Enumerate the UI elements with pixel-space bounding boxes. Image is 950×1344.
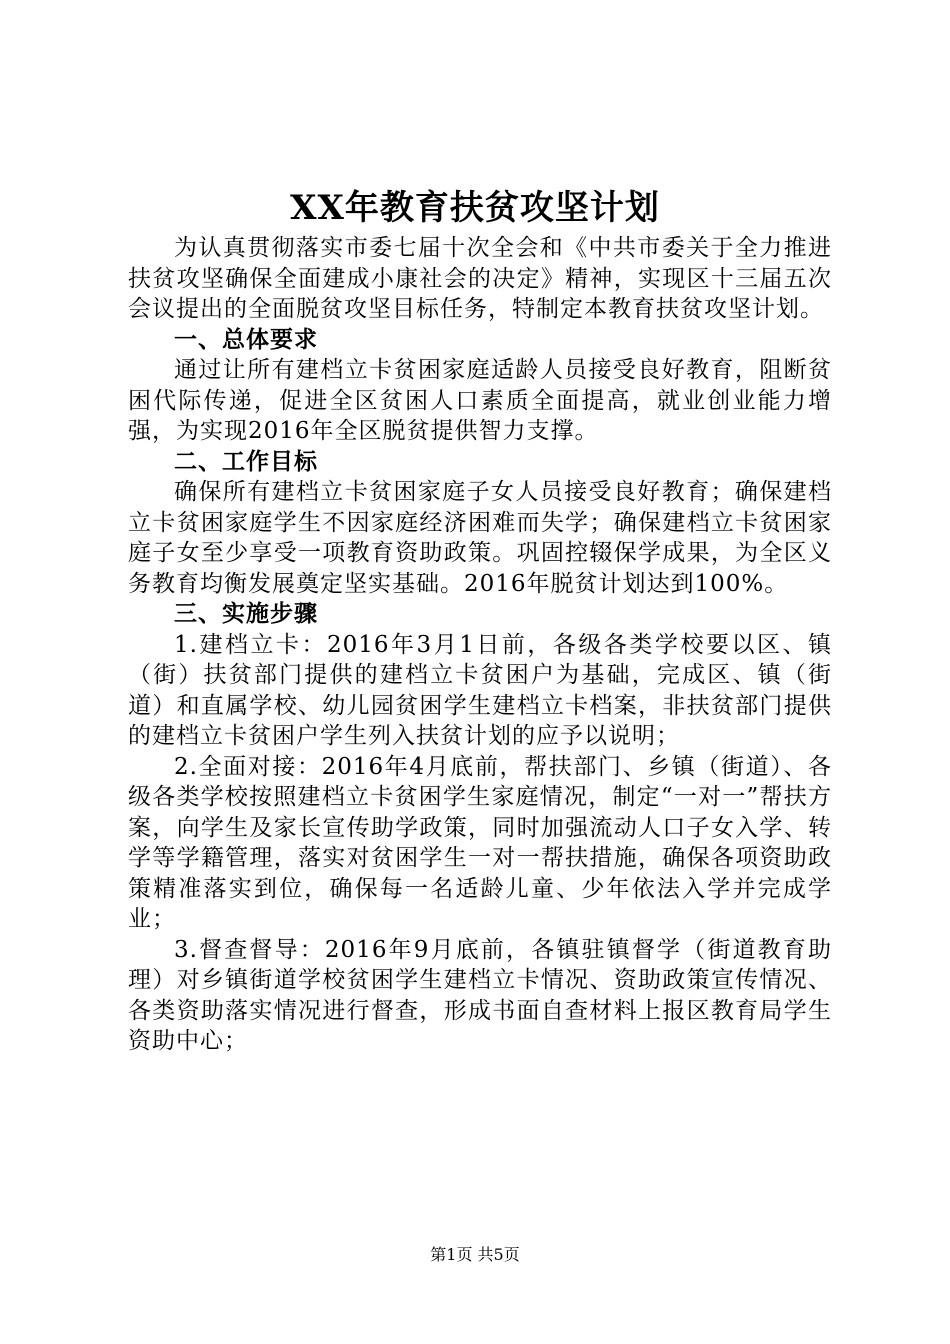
section-heading-general-requirements: 一、总体要求 bbox=[174, 325, 318, 353]
section-paragraph: 确保所有建档立卡贫困家庭子女人员接受良好教育；确保建档立卡贫困家庭学生不因家庭经济困难而失学；确保建档立卡贫困家庭子女至少享受一项教育资助政策。巩固控辍保学成果，为全区义务教育均衡发展奠定坚实基础。2016年脱贫计划达到100%。 bbox=[128, 479, 832, 597]
step-paragraph: 1.建档立卡：2016年3月1日前，各级各类学校要以区、镇（街）扶贫部门提供的建档立卡贫困户为基础，完成区、镇（街道）和直属学校、幼儿园贫困学生建档立卡档案，非扶贫部门提供的建档立卡贫困户学生列入扶贫计划的应予以说明； bbox=[128, 631, 832, 749]
step-paragraph: 3.督查督导：2016年9月底前，各镇驻镇督学（街道教育助理）对乡镇街道学校贫困学生建档立卡情况、资助政策宣传情况、各类资助落实情况进行督查，形成书面自查材料上报区教育局学生资助中心； bbox=[128, 936, 832, 1054]
page-title: XX年教育扶贫攻坚计划 bbox=[290, 188, 660, 228]
step-paragraph: 2.全面对接：2016年4月底前，帮扶部门、乡镇（街道）、各级各类学校按照建档立卡贫困学生家庭情况，制定“一对一”帮扶方案，向学生及家长宣传助学政策，同时加强流动人口子女入学、转学等学籍管理，落实对贫困学生一对一帮扶措施，确保各项资助政策精准落实到位，确保每一名适龄儿童、少年依法入学并完成学业； bbox=[128, 753, 832, 932]
page-number-footer: 第1页 共5页 bbox=[430, 1245, 520, 1264]
intro-paragraph: 为认真贯彻落实市委七届十次全会和《中共市委关于全力推进扶贫攻坚确保全面建成小康社会的决定》精神，实现区十三届五次会议提出的全面脱贫攻坚目标任务，特制定本教育扶贫攻坚计划。 bbox=[128, 235, 832, 322]
section-paragraph: 通过让所有建档立卡贫困家庭适龄人员接受良好教育，阻断贫困代际传递，促进全区贫困人口素质全面提高，就业创业能力增强，为实现2016年全区脱贫提供智力支撑。 bbox=[128, 357, 832, 444]
section-heading-implementation-steps: 三、实施步骤 bbox=[174, 600, 318, 627]
section-heading-work-goals: 二、工作目标 bbox=[174, 447, 318, 475]
document-body bbox=[128, 233, 832, 1057]
